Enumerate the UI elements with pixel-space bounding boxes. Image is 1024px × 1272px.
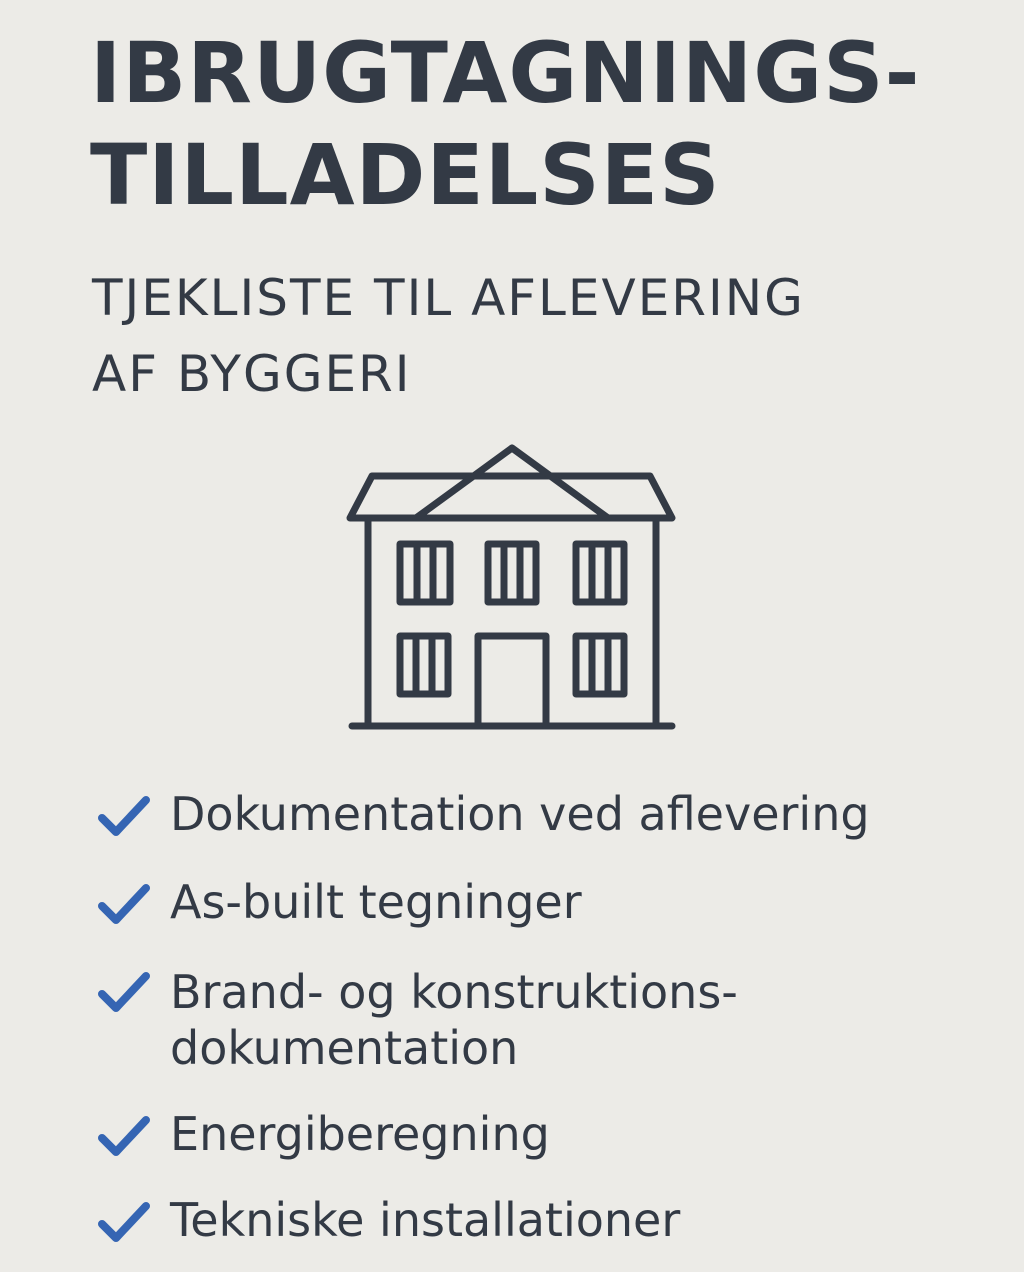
checklist-item-line: As-built tegninger [170,875,582,929]
checkmark-icon [96,1200,152,1246]
checklist-item-text [170,786,870,842]
checklist-item-line: Energiberegning [170,1107,550,1161]
checklist-item-line: Dokumentation ved aflevering [170,787,870,841]
page-title-line-1: IBRUGTAGNINGS- [90,24,921,122]
page-subtitle-line-2: AF BYGGERI [92,345,412,403]
page-title [90,22,921,226]
checklist-item-text [170,1106,550,1162]
checklist-item-line: Brand- og konstruktions- [170,965,738,1019]
checkmark-icon [96,794,152,840]
checklist-item-text [170,1192,680,1248]
checkmark-icon [96,1114,152,1160]
checkmark-icon [96,970,152,1016]
page-subtitle-line-1: TJEKLISTE TIL AFLEVERING [92,269,805,327]
page-subtitle [92,260,805,412]
checklist-item-text [170,964,738,1076]
checkmark-icon [96,882,152,928]
checklist-item-text [170,874,582,930]
page-title-line-2: TILLADELSES [90,126,721,224]
checklist-item-line: Tekniske installationer [170,1193,681,1247]
checklist-item-line: dokumentation [170,1021,519,1075]
house-icon [340,438,684,738]
